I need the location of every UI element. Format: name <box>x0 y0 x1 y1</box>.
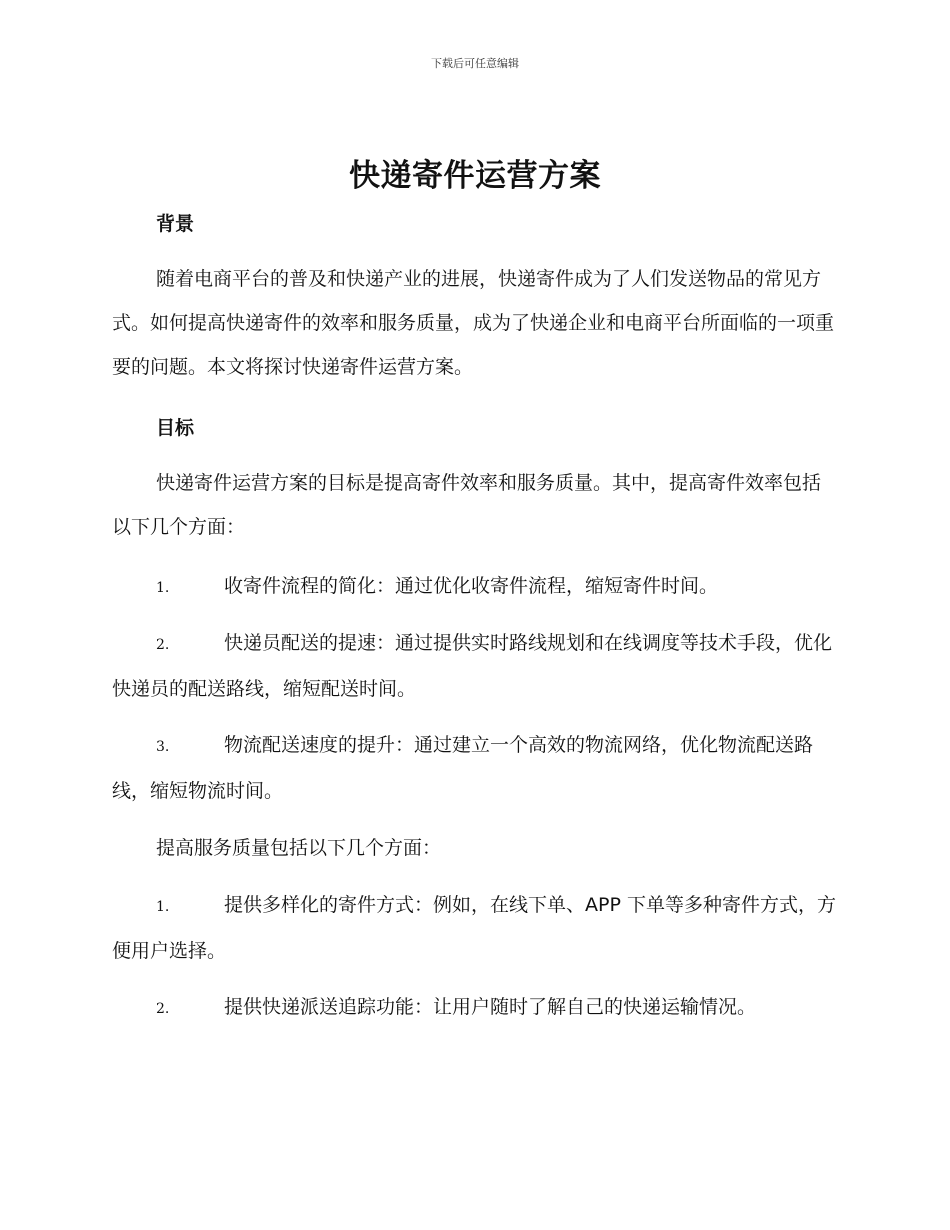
list-item-text: 提供快递派送追踪功能：让用户随时了解自己的快递运输情况。 <box>224 996 757 1018</box>
section-heading-goals: 目标 <box>156 417 195 439</box>
list-item-text: 提供多样化的寄件方式：例如，在线下单、APP 下单等多种寄件方式，方便用户选择。 <box>112 894 836 962</box>
list-number: 1. <box>156 580 170 596</box>
list-item-text: 快递员配送的提速：通过提供实时路线规划和在线调度等技术手段，优化快递员的配送路线，缩短配送时间。 <box>112 632 833 700</box>
list-item-text: 收寄件流程的简化：通过优化收寄件流程，缩短寄件时间。 <box>224 575 719 597</box>
list-item-text: 物流配送速度的提升：通过建立一个高效的物流网络，优化物流配送路线，缩短物流时间。 <box>112 734 814 802</box>
list-number: 3. <box>156 739 170 755</box>
background-paragraph: 随着电商平台的普及和快递产业的进展，快递寄件成为了人们发送物品的常见方式。如何提高快递寄件的效率和服务质量，成为了快递企业和电商平台所面临的一项重要的问题。本文将探讨快递寄件运营方案。 <box>112 268 835 378</box>
section-heading-background: 背景 <box>156 213 195 235</box>
list-item <box>112 985 837 1031</box>
list-number: 2. <box>156 1001 170 1017</box>
list-number: 2. <box>156 637 170 653</box>
service-intro: 提高服务质量包括以下几个方面： <box>156 837 442 859</box>
list-number: 1. <box>156 899 170 915</box>
list-item <box>112 564 837 610</box>
list-item <box>112 723 837 813</box>
list-item <box>112 621 837 711</box>
list-item <box>112 883 837 973</box>
header-note: 下载后可任意编辑 <box>431 57 519 70</box>
document-title: 快递寄件运营方案 <box>349 158 601 194</box>
goals-paragraph: 快递寄件运营方案的目标是提高寄件效率和服务质量。其中，提高寄件效率包括以下几个方面： <box>112 472 822 538</box>
